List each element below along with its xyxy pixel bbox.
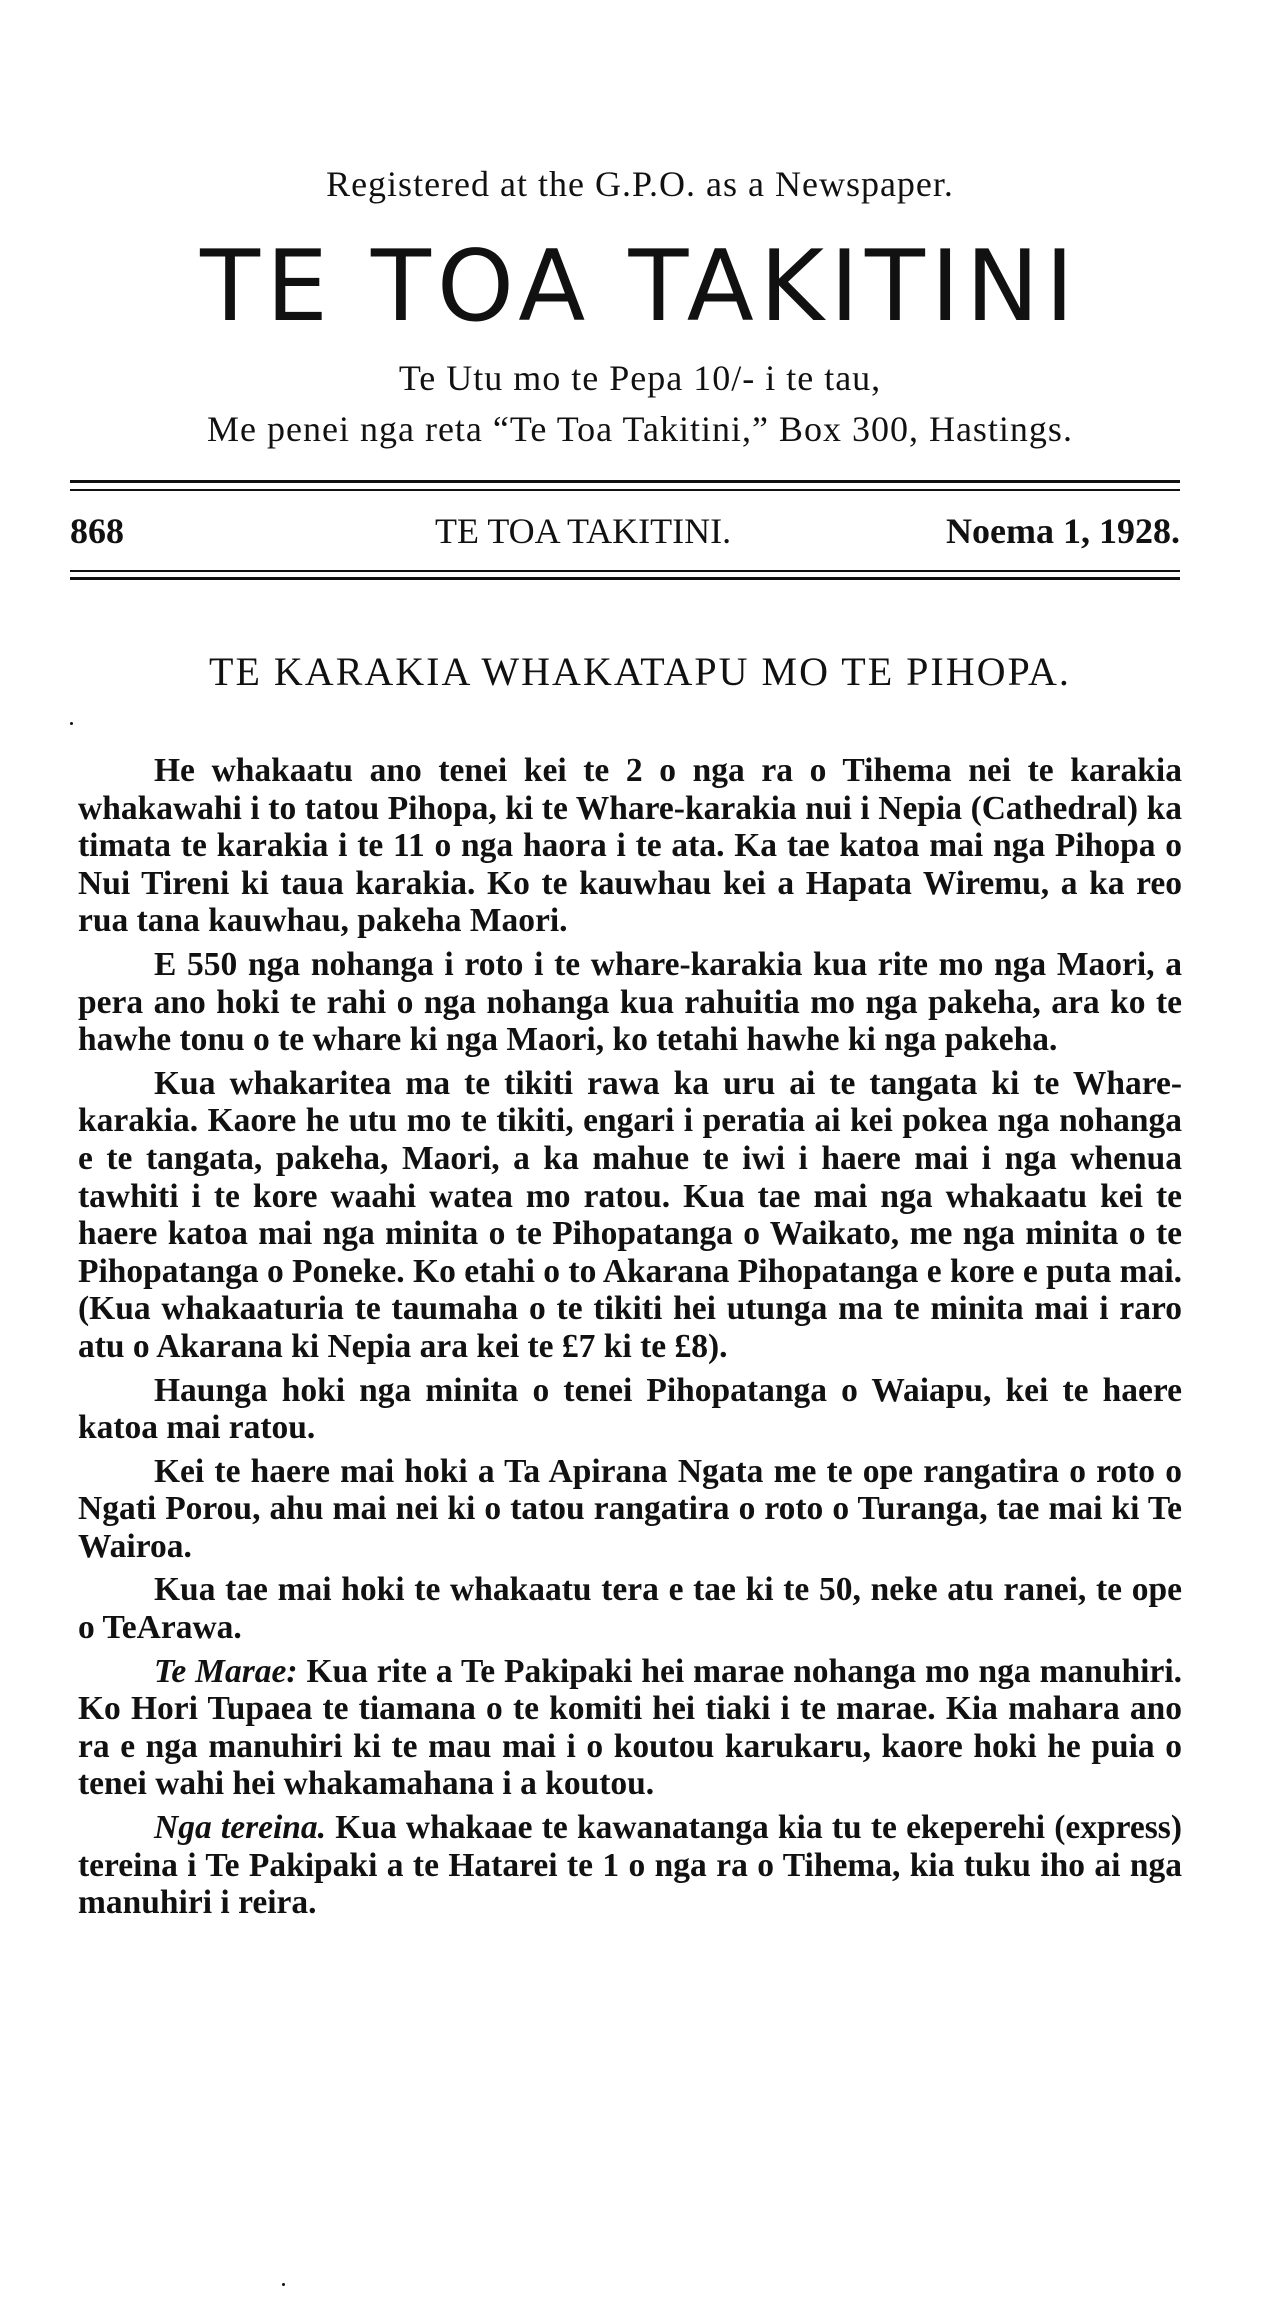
bottom-double-rule-lower: [70, 577, 1180, 580]
paragraph-text: Haunga hoki nga minita o tenei Pihopatanga o Waiapu, kei te haere katoa mai ratou.: [78, 1371, 1182, 1447]
paragraph: [78, 1809, 1182, 1922]
bottom-double-rule-upper: [70, 570, 1180, 572]
running-head: [70, 510, 1180, 558]
paragraph-text: Kua rite a Te Pakipaki hei marae nohanga mo nga manuhiri. Ko Hori Tupaea te tiamana o te komiti hei tiaki i te marae. Kia mahara ano ra e nga manuhiri ki te mau mai i o koutou karukaru, kaore hoki he puia o tenei wahi hei whakamahana i a koutou.: [78, 1652, 1183, 1803]
paragraph: [78, 1453, 1182, 1566]
article-heading: TE KARAKIA WHAKATAPU MO TE PIHOPA.: [209, 649, 1071, 694]
paragraph: [78, 1065, 1182, 1366]
issue-date: Noema 1, 1928.: [946, 511, 1180, 551]
registration-notice: Registered at the G.P.O. as a Newspaper.: [326, 164, 954, 204]
top-double-rule-lower: [70, 489, 1180, 491]
paragraph: [78, 1571, 1182, 1646]
print-speck: [70, 722, 73, 725]
paragraph-lead: Te Marae:: [154, 1652, 298, 1690]
paragraph-text: Kua whakaae te kawanatanga kia tu te ekeperehi (express) tereina i Te Pakipaki a te Hatarei te 1 o nga ra o Tihema, kia tuku iho ai nga manuhiri i reira.: [78, 1809, 1182, 1922]
paragraph-lead: Nga tereina.: [154, 1809, 327, 1847]
page-number: 868: [70, 511, 124, 551]
postal-address: Me penei nga reta “Te Toa Takitini,” Box 300, Hastings.: [207, 409, 1073, 449]
paragraph-text: He whakaatu ano tenei kei te 2 o nga ra o Tihema nei te karakia whakawahi i to tatou Pihopa, ki te Whare-karakia nui i Nepia (Cathedral) ka timata te karakia i te 11 o nga haora i te ata. Ka tae katoa mai nga Pihopa o Nui Tireni ki taua karakia. Ko te kauwhau kei a Hapata Wiremu, a ka reo rua tana kauwhau, pakeha Maori.: [78, 752, 1182, 940]
print-speck: [282, 2283, 285, 2286]
masthead-title: TE TOA TAKITINI: [200, 230, 1080, 344]
top-double-rule-upper: [70, 480, 1180, 483]
paragraph-text: Kua tae mai hoki te whakaatu tera e tae ki te 50, neke atu ranei, te ope o TeArawa.: [78, 1571, 1182, 1647]
paragraph: [78, 946, 1182, 1059]
paragraph: [78, 752, 1182, 940]
paragraph-text: Kei te haere mai hoki a Ta Apirana Ngata me te ope rangatira o roto o Ngati Porou, ahu mai nei ki o tatou rangatira o roto o Turanga, tae mai ki Te Wairoa.: [78, 1452, 1182, 1565]
article-body: [78, 752, 1182, 1928]
paragraph-text: Kua whakaritea ma te tikiti rawa ka uru ai te tangata ki te Whare-karakia. Kaore he utu mo te tikiti, engari i peratia ai kei pokea nga nohanga e te tangata, pakeha, Maori, a ka mahue te iwi i haere mai i nga whenua tawhiti i te kore waahi watea mo ratou. Kua tae mai nga whakaatu kei te haere katoa mai nga minita o te Pihopatanga o Waikato, me nga minita o te Pihopatanga o Poneke. Ko etahi o to Akarana Pihopatanga e kore e puta mai. (Kua whakaaturia te taumaha o te tikiti hei utunga ma te minita mai i raro atu o Akarana ki Nepia ara kei te £7 ki te £8).: [78, 1064, 1183, 1365]
paragraph: [78, 1653, 1182, 1803]
running-title: TE TOA TAKITINI.: [435, 511, 732, 551]
subscription-price: Te Utu mo te Pepa 10/- i te tau,: [398, 358, 882, 398]
paragraph: [78, 1372, 1182, 1447]
paragraph-text: E 550 nga nohanga i roto i te whare-karakia kua rite mo nga Maori, a pera ano hoki te rahi o nga nohanga kua rahuitia mo nga pakeha, ara ko te hawhe tonu o te whare ki nga Maori, ko tetahi hawhe ki nga pakeha.: [78, 945, 1182, 1059]
